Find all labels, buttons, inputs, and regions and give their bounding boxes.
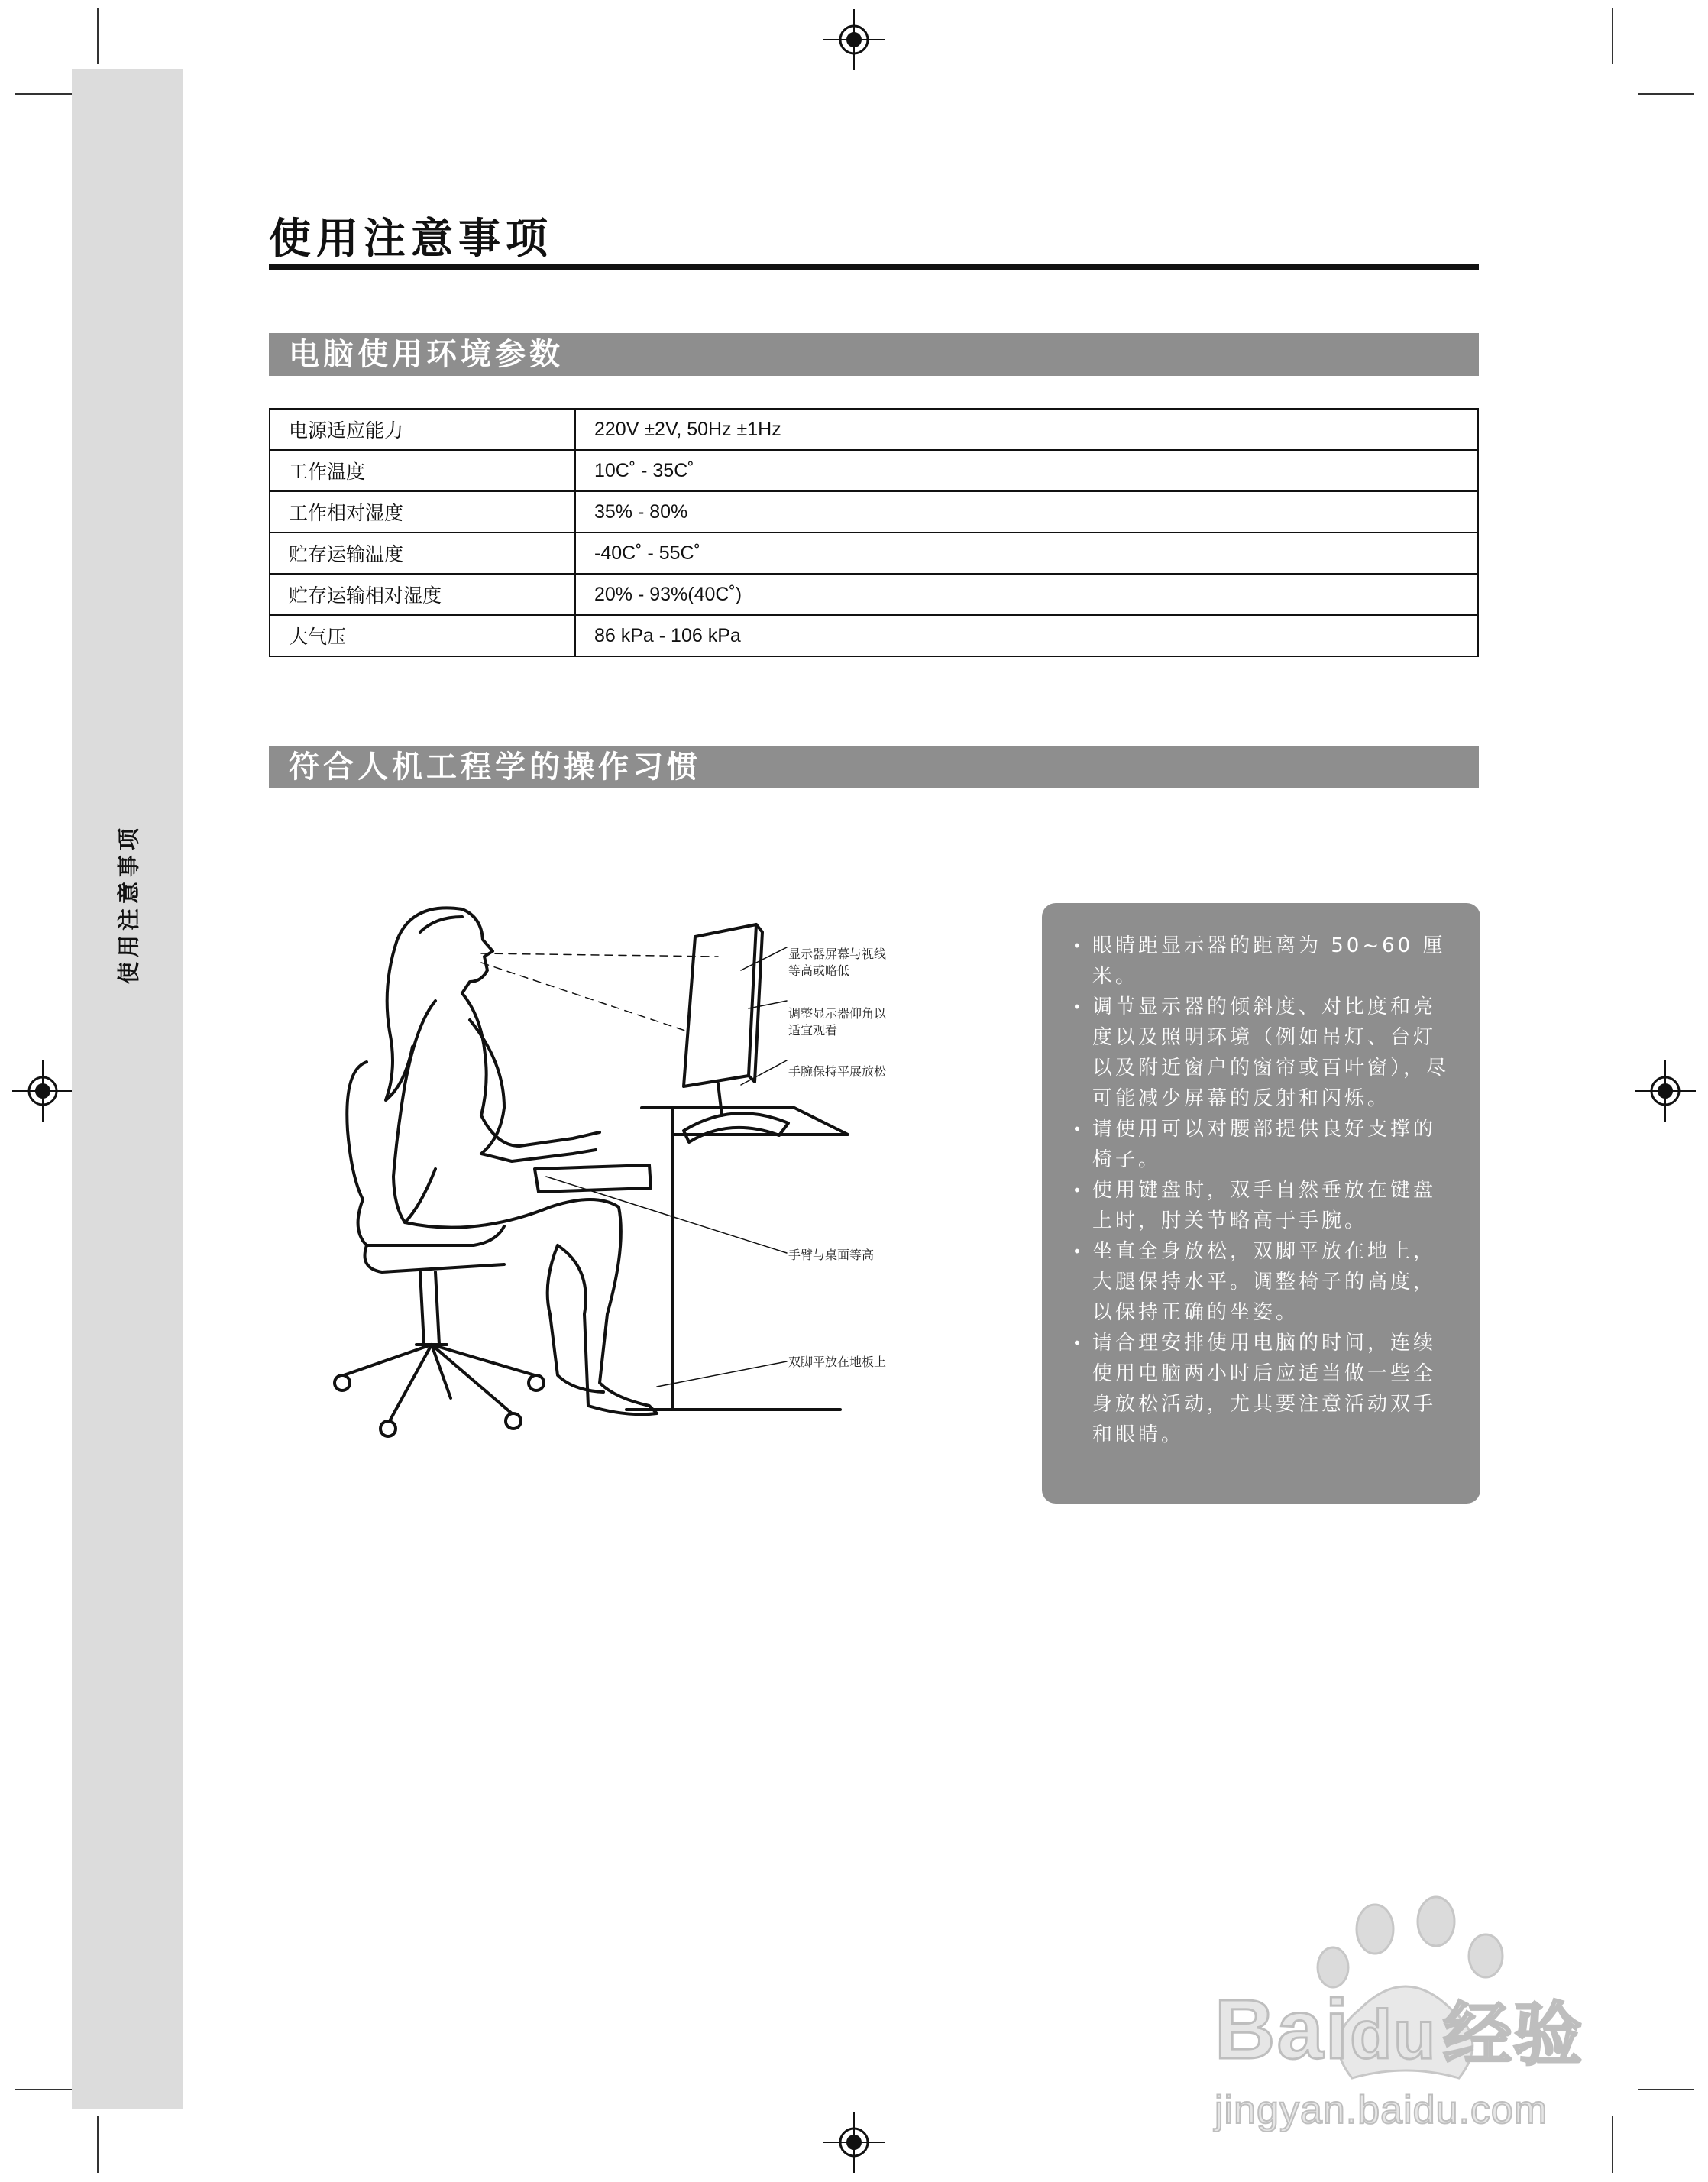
crop-mark xyxy=(97,8,99,64)
crop-mark xyxy=(1638,2089,1694,2090)
registration-mark-icon xyxy=(12,1060,73,1122)
tips-list xyxy=(1072,931,1450,1450)
side-label: 使用注意事项 xyxy=(115,823,142,985)
table-row xyxy=(270,409,1478,450)
table-cell-value: 220V ±2V, 50Hz ±1Hz xyxy=(575,409,1478,450)
side-strip xyxy=(72,69,183,2109)
crop-mark xyxy=(15,2089,72,2090)
watermark-service: 经验 xyxy=(1443,1995,1584,2075)
registration-mark-icon xyxy=(823,9,885,70)
tip-item: • 坐直全身放松，双脚平放在地上，大腿保持水平。调整椅子的高度，以保持正确的坐姿。 xyxy=(1072,1236,1450,1328)
table-cell-value: 86 kPa - 106 kPa xyxy=(575,615,1478,656)
table-cell-label: 工作温度 xyxy=(270,450,575,491)
registration-mark-icon xyxy=(1635,1060,1696,1122)
table-cell-label: 贮存运输温度 xyxy=(270,533,575,574)
section-heading-ergonomics: 符合人机工程学的操作习惯 xyxy=(269,746,1479,788)
table-cell-label: 电源适应能力 xyxy=(270,409,575,450)
table-row xyxy=(270,491,1478,533)
watermark-brand: Bai xyxy=(1215,1983,1351,2077)
tip-item: • 眼睛距显示器的距离为 50~60 厘米。 xyxy=(1072,931,1450,992)
environment-table xyxy=(269,408,1479,657)
tip-item: • 使用键盘时，双手自然垂放在键盘上时，肘关节略高于手腕。 xyxy=(1072,1175,1450,1236)
tips-box xyxy=(1042,903,1480,1504)
table-row xyxy=(270,450,1478,491)
callout-monitor xyxy=(788,946,886,979)
tip-item: • 调节显示器的倾斜度、对比度和亮度以及照明环境（例如吊灯、台灯以及附近窗户的窗帘或百叶窗），尽可能减少屏幕的反射和闪烁。 xyxy=(1072,992,1450,1114)
crop-mark xyxy=(15,93,72,95)
tip-item: • 请使用可以对腰部提供良好支撑的椅子。 xyxy=(1072,1114,1450,1175)
page-title: 使用注意事项 xyxy=(269,214,554,263)
callout-text: 等高或略低 xyxy=(788,963,850,978)
section-heading-environment: 电脑使用环境参数 xyxy=(269,333,1479,376)
crop-mark xyxy=(1612,8,1613,64)
crop-mark xyxy=(1638,93,1694,95)
title-rule xyxy=(269,264,1479,270)
table-cell-label: 贮存运输相对湿度 xyxy=(270,574,575,615)
table-row xyxy=(270,574,1478,615)
watermark-url: jingyan.baidu.com xyxy=(1215,2088,1548,2132)
crop-mark xyxy=(97,2116,99,2173)
callout-text: 显示器屏幕与视线 xyxy=(788,947,887,961)
table-cell-label: 大气压 xyxy=(270,615,575,656)
table-cell-value: -40C˚ - 55C˚ xyxy=(575,533,1478,574)
callout-text: 适宜观看 xyxy=(788,1023,838,1038)
callout-wrist: 手腕保持平展放松 xyxy=(788,1064,887,1079)
callout-feet: 双脚平放在地板上 xyxy=(788,1355,887,1369)
table-cell-value: 35% - 80% xyxy=(575,491,1478,533)
table-row xyxy=(270,533,1478,574)
table-cell-value: 20% - 93%(40C˚) xyxy=(575,574,1478,615)
watermark xyxy=(1207,1887,1635,2142)
watermark-brand-suffix: du xyxy=(1350,1997,1438,2074)
registration-mark-icon xyxy=(823,2112,885,2173)
tip-item: • 请合理安排使用电脑的时间，连续使用电脑两小时后应适当做一些全身放松活动，尤其要注意活动双手和眼睛。 xyxy=(1072,1328,1450,1450)
table-cell-label: 工作相对湿度 xyxy=(270,491,575,533)
callout-arm: 手臂与桌面等高 xyxy=(788,1248,875,1262)
table-cell-value: 10C˚ - 35C˚ xyxy=(575,450,1478,491)
callout-tilt xyxy=(788,1005,886,1039)
table-row xyxy=(270,615,1478,656)
callout-text: 调整显示器仰角以 xyxy=(788,1006,887,1021)
